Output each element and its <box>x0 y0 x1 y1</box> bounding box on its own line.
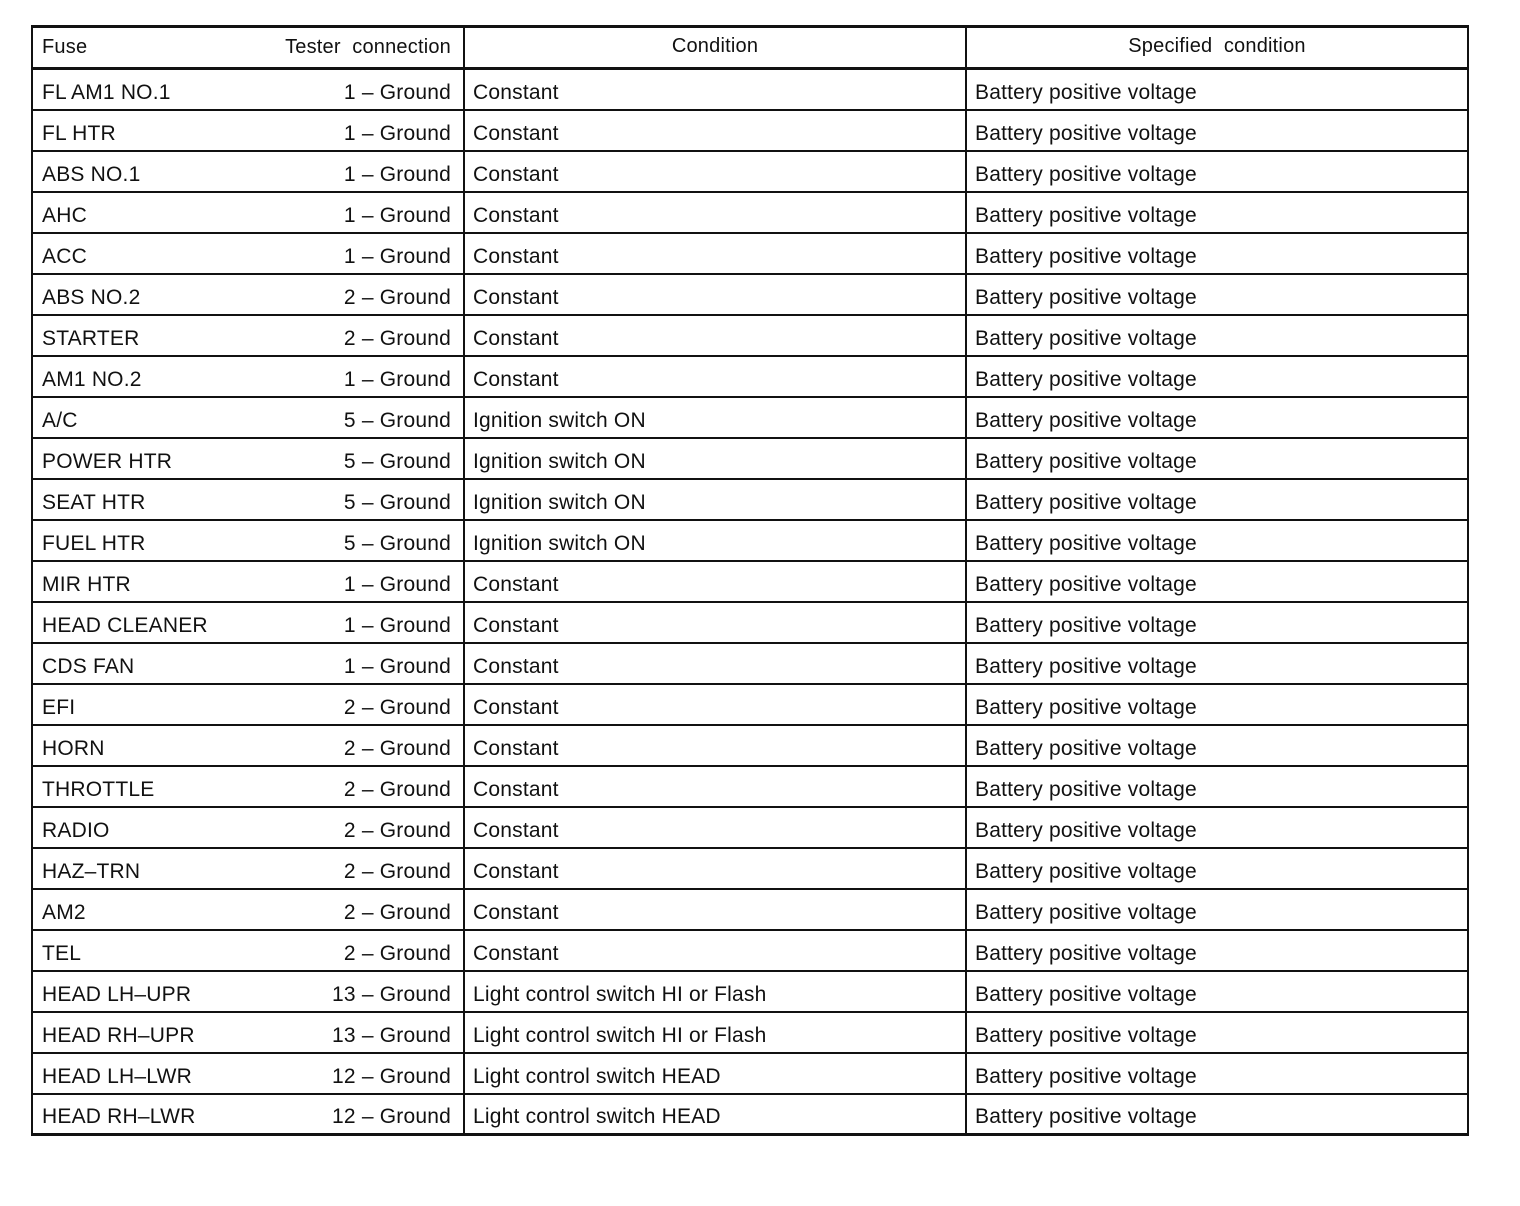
header-condition: Condition <box>671 35 759 57</box>
header-condition-cell <box>464 27 966 69</box>
specified-condition-cell <box>966 1053 1468 1094</box>
tester-connection: 2 – Ground <box>343 777 451 801</box>
fuse-name: FUEL HTR <box>42 531 146 555</box>
fuse-name: A/C <box>42 408 78 432</box>
table-row <box>32 561 1468 602</box>
fuse-name: AHC <box>42 203 87 227</box>
table-header-row <box>32 27 1468 69</box>
specified-condition-text: Battery positive voltage <box>975 449 1197 473</box>
specified-condition-cell <box>966 848 1468 889</box>
specified-condition-text: Battery positive voltage <box>975 859 1197 883</box>
fuse-tester-cell <box>32 151 464 192</box>
tester-connection: 5 – Ground <box>343 408 451 432</box>
specified-condition-text: Battery positive voltage <box>975 367 1197 391</box>
tester-connection: 1 – Ground <box>343 121 451 145</box>
specified-condition-cell <box>966 438 1468 479</box>
specified-condition-text: Battery positive voltage <box>975 531 1197 555</box>
table-row <box>32 151 1468 192</box>
specified-condition-text: Battery positive voltage <box>975 121 1197 145</box>
condition-text: Constant <box>473 900 559 924</box>
fuse-name: FL AM1 NO.1 <box>42 80 171 104</box>
fuse-name: HEAD RH–LWR <box>42 1105 196 1128</box>
tester-connection: 2 – Ground <box>343 736 451 760</box>
tester-connection: 2 – Ground <box>343 326 451 350</box>
specified-condition-text: Battery positive voltage <box>975 982 1197 1006</box>
condition-text: Constant <box>473 941 559 965</box>
fuse-tester-cell <box>32 274 464 315</box>
specified-condition-text: Battery positive voltage <box>975 326 1197 350</box>
specified-condition-cell <box>966 315 1468 356</box>
condition-cell <box>464 233 966 274</box>
specified-condition-cell <box>966 889 1468 930</box>
specified-condition-text: Battery positive voltage <box>975 1064 1197 1088</box>
condition-text: Constant <box>473 859 559 883</box>
specified-condition-cell <box>966 766 1468 807</box>
specified-condition-cell <box>966 1012 1468 1053</box>
tester-connection: 2 – Ground <box>343 818 451 842</box>
tester-connection: 1 – Ground <box>343 367 451 391</box>
condition-cell <box>464 479 966 520</box>
condition-cell <box>464 684 966 725</box>
fuse-name: HAZ–TRN <box>42 859 141 883</box>
condition-cell <box>464 356 966 397</box>
tester-connection: 13 – Ground <box>332 982 451 1006</box>
tester-connection: 1 – Ground <box>343 162 451 186</box>
specified-condition-text: Battery positive voltage <box>975 941 1197 965</box>
condition-cell <box>464 643 966 684</box>
condition-cell <box>464 69 966 110</box>
specified-condition-cell <box>966 192 1468 233</box>
specified-condition-text: Battery positive voltage <box>975 695 1197 719</box>
condition-text: Constant <box>473 777 559 801</box>
fuse-name: STARTER <box>42 326 140 350</box>
specified-condition-text: Battery positive voltage <box>975 736 1197 760</box>
table-row <box>32 233 1468 274</box>
specified-condition-cell <box>966 725 1468 766</box>
tester-connection: 1 – Ground <box>343 613 451 637</box>
fuse-tester-cell <box>32 643 464 684</box>
fuse-tester-cell <box>32 192 464 233</box>
tester-connection: 12 – Ground <box>332 1105 451 1128</box>
table-row <box>32 520 1468 561</box>
specified-condition-cell <box>966 479 1468 520</box>
fuse-name: AM2 <box>42 900 86 924</box>
specified-condition-text: Battery positive voltage <box>975 613 1197 637</box>
condition-cell <box>464 438 966 479</box>
tester-connection: 1 – Ground <box>343 572 451 596</box>
fuse-tester-cell <box>32 684 464 725</box>
fuse-tester-cell <box>32 233 464 274</box>
condition-text: Light control switch HI or Flash <box>473 1023 767 1047</box>
fuse-tester-cell <box>32 807 464 848</box>
condition-text: Constant <box>473 121 559 145</box>
specified-condition-text: Battery positive voltage <box>975 1023 1197 1047</box>
tester-connection: 2 – Ground <box>343 941 451 965</box>
condition-text: Constant <box>473 654 559 678</box>
table-row <box>32 397 1468 438</box>
fuse-name: MIR HTR <box>42 572 131 596</box>
condition-cell <box>464 151 966 192</box>
fuse-name: THROTTLE <box>42 777 155 801</box>
table-row <box>32 971 1468 1012</box>
condition-text: Constant <box>473 572 559 596</box>
condition-cell <box>464 889 966 930</box>
fuse-inspection-sheet <box>31 25 1467 1136</box>
specified-condition-text: Battery positive voltage <box>975 285 1197 309</box>
specified-condition-text: Battery positive voltage <box>975 244 1197 268</box>
condition-text: Ignition switch ON <box>473 531 646 555</box>
fuse-tester-cell <box>32 1053 464 1094</box>
condition-cell <box>464 848 966 889</box>
tester-connection: 13 – Ground <box>332 1023 451 1047</box>
condition-cell <box>464 192 966 233</box>
table-row <box>32 110 1468 151</box>
tester-connection: 5 – Ground <box>343 490 451 514</box>
specified-condition-cell <box>966 1094 1468 1135</box>
header-specified-condition: Specified condition <box>1128 35 1306 57</box>
condition-text: Constant <box>473 736 559 760</box>
tester-connection: 2 – Ground <box>343 285 451 309</box>
table-row <box>32 930 1468 971</box>
tester-connection: 5 – Ground <box>343 531 451 555</box>
header-fuse: Fuse <box>42 36 88 58</box>
tester-connection: 5 – Ground <box>343 449 451 473</box>
table-row <box>32 766 1468 807</box>
condition-cell <box>464 520 966 561</box>
fuse-name: POWER HTR <box>42 449 173 473</box>
condition-cell <box>464 807 966 848</box>
fuse-voltage-table <box>31 25 1469 1136</box>
condition-cell <box>464 110 966 151</box>
condition-text: Constant <box>473 695 559 719</box>
tester-connection: 2 – Ground <box>343 900 451 924</box>
specified-condition-text: Battery positive voltage <box>975 900 1197 924</box>
table-row <box>32 192 1468 233</box>
table-row <box>32 315 1468 356</box>
specified-condition-cell <box>966 274 1468 315</box>
fuse-name: EFI <box>42 695 76 719</box>
specified-condition-text: Battery positive voltage <box>975 203 1197 227</box>
specified-condition-text: Battery positive voltage <box>975 162 1197 186</box>
condition-text: Light control switch HEAD <box>473 1105 721 1128</box>
condition-cell <box>464 725 966 766</box>
specified-condition-cell <box>966 233 1468 274</box>
condition-cell <box>464 930 966 971</box>
condition-text: Constant <box>473 285 559 309</box>
condition-text: Constant <box>473 367 559 391</box>
tester-connection: 2 – Ground <box>343 695 451 719</box>
fuse-name: ABS NO.1 <box>42 162 141 186</box>
condition-text: Ignition switch ON <box>473 490 646 514</box>
fuse-tester-cell <box>32 561 464 602</box>
specified-condition-cell <box>966 643 1468 684</box>
condition-text: Constant <box>473 162 559 186</box>
fuse-tester-cell <box>32 356 464 397</box>
specified-condition-text: Battery positive voltage <box>975 572 1197 596</box>
specified-condition-cell <box>966 807 1468 848</box>
fuse-name: SEAT HTR <box>42 490 146 514</box>
header-fuse-tester-cell <box>32 27 464 69</box>
tester-connection: 12 – Ground <box>332 1064 451 1088</box>
fuse-name: HEAD LH–UPR <box>42 982 192 1006</box>
tester-connection: 2 – Ground <box>343 859 451 883</box>
table-row <box>32 356 1468 397</box>
condition-text: Ignition switch ON <box>473 408 646 432</box>
condition-cell <box>464 602 966 643</box>
condition-text: Light control switch HI or Flash <box>473 982 767 1006</box>
condition-cell <box>464 397 966 438</box>
condition-text: Light control switch HEAD <box>473 1064 721 1088</box>
condition-cell <box>464 766 966 807</box>
specified-condition-text: Battery positive voltage <box>975 490 1197 514</box>
condition-cell <box>464 274 966 315</box>
fuse-tester-cell <box>32 110 464 151</box>
specified-condition-cell <box>966 602 1468 643</box>
table-row <box>32 69 1468 110</box>
header-specified-condition-cell <box>966 27 1468 69</box>
fuse-tester-cell <box>32 766 464 807</box>
fuse-name: HEAD RH–UPR <box>42 1023 195 1047</box>
condition-cell <box>464 1094 966 1135</box>
condition-text: Constant <box>473 80 559 104</box>
fuse-name: ACC <box>42 244 87 268</box>
fuse-tester-cell <box>32 1094 464 1135</box>
table-row <box>32 643 1468 684</box>
fuse-tester-cell <box>32 889 464 930</box>
specified-condition-text: Battery positive voltage <box>975 818 1197 842</box>
fuse-name: HEAD CLEANER <box>42 613 208 637</box>
table-row <box>32 479 1468 520</box>
fuse-tester-cell <box>32 69 464 110</box>
fuse-name: RADIO <box>42 818 110 842</box>
table-body <box>32 69 1468 1135</box>
tester-connection: 1 – Ground <box>343 244 451 268</box>
table-row <box>32 438 1468 479</box>
specified-condition-text: Battery positive voltage <box>975 80 1197 104</box>
specified-condition-cell <box>966 930 1468 971</box>
tester-connection: 1 – Ground <box>343 654 451 678</box>
specified-condition-cell <box>966 110 1468 151</box>
fuse-tester-cell <box>32 971 464 1012</box>
fuse-name: TEL <box>42 941 82 965</box>
fuse-name: FL HTR <box>42 121 116 145</box>
condition-text: Constant <box>473 244 559 268</box>
table-row <box>32 274 1468 315</box>
condition-text: Constant <box>473 326 559 350</box>
tester-connection: 1 – Ground <box>343 203 451 227</box>
fuse-tester-cell <box>32 315 464 356</box>
table-row <box>32 848 1468 889</box>
fuse-name: HORN <box>42 736 105 760</box>
table-row <box>32 1012 1468 1053</box>
fuse-tester-cell <box>32 725 464 766</box>
specified-condition-cell <box>966 69 1468 110</box>
specified-condition-cell <box>966 151 1468 192</box>
fuse-tester-cell <box>32 479 464 520</box>
specified-condition-cell <box>966 561 1468 602</box>
condition-cell <box>464 1012 966 1053</box>
table-row <box>32 684 1468 725</box>
fuse-tester-cell <box>32 520 464 561</box>
condition-cell <box>464 315 966 356</box>
specified-condition-text: Battery positive voltage <box>975 777 1197 801</box>
condition-text: Constant <box>473 203 559 227</box>
specified-condition-cell <box>966 971 1468 1012</box>
fuse-tester-cell <box>32 438 464 479</box>
fuse-tester-cell <box>32 602 464 643</box>
specified-condition-text: Battery positive voltage <box>975 1105 1197 1128</box>
table-row <box>32 1094 1468 1135</box>
specified-condition-cell <box>966 356 1468 397</box>
table-row <box>32 725 1468 766</box>
table-row <box>32 1053 1468 1094</box>
condition-text: Ignition switch ON <box>473 449 646 473</box>
fuse-tester-cell <box>32 848 464 889</box>
table-row <box>32 889 1468 930</box>
specified-condition-cell <box>966 397 1468 438</box>
specified-condition-cell <box>966 684 1468 725</box>
fuse-name: AM1 NO.2 <box>42 367 142 391</box>
condition-cell <box>464 1053 966 1094</box>
fuse-name: CDS FAN <box>42 654 135 678</box>
fuse-name: HEAD LH–LWR <box>42 1064 193 1088</box>
specified-condition-cell <box>966 520 1468 561</box>
fuse-tester-cell <box>32 397 464 438</box>
fuse-tester-cell <box>32 930 464 971</box>
condition-cell <box>464 971 966 1012</box>
specified-condition-text: Battery positive voltage <box>975 654 1197 678</box>
table-row <box>32 602 1468 643</box>
condition-text: Constant <box>473 818 559 842</box>
specified-condition-text: Battery positive voltage <box>975 408 1197 432</box>
fuse-name: ABS NO.2 <box>42 285 141 309</box>
header-tester-connection: Tester connection <box>285 36 451 58</box>
fuse-tester-cell <box>32 1012 464 1053</box>
tester-connection: 1 – Ground <box>343 80 451 104</box>
condition-text: Constant <box>473 613 559 637</box>
condition-cell <box>464 561 966 602</box>
table-row <box>32 807 1468 848</box>
